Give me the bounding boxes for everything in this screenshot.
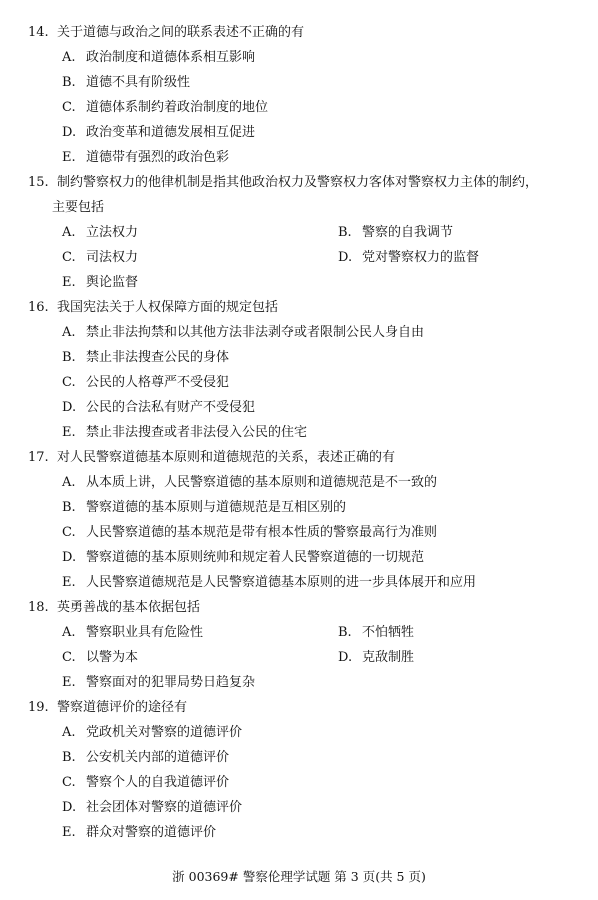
option-text: 公民的人格尊严不受侵犯 [86, 375, 230, 390]
option-letter: A. [62, 50, 76, 65]
option-text: 道德带有强烈的政治色彩 [86, 150, 230, 165]
option-text: 禁止非法拘禁和以其他方法非法剥夺或者限制公民人身自由 [86, 325, 425, 340]
option-15-d [338, 249, 479, 267]
option-text: 政治变革和道德发展相互促进 [86, 125, 256, 140]
question-text: 英勇善战的基本依据包括 [56, 600, 200, 615]
question-14-stem [28, 24, 304, 42]
option-letter: C. [62, 250, 76, 265]
option-text: 警察面对的犯罪局势日趋复杂 [86, 675, 256, 690]
option-18-a [62, 624, 203, 642]
option-14-e [62, 149, 229, 167]
option-letter: C. [62, 525, 76, 540]
option-letter: C. [62, 100, 76, 115]
question-15-stem-continued: 主要包括 [52, 200, 105, 215]
option-text: 党对警察权力的监督 [362, 250, 480, 265]
option-letter: B. [338, 625, 352, 640]
option-text: 群众对警察的道德评价 [86, 825, 217, 840]
option-text: 道德体系制约着政治制度的地位 [86, 100, 269, 115]
option-15-e [62, 274, 138, 292]
option-14-b [62, 74, 190, 92]
question-number: 14. [28, 25, 49, 40]
option-16-c [62, 374, 229, 392]
option-17-d [62, 549, 424, 567]
option-16-a [62, 324, 424, 342]
option-letter: D. [338, 250, 353, 265]
option-16-d [62, 399, 255, 417]
option-18-d [338, 649, 414, 667]
option-14-a [62, 49, 255, 67]
option-19-a [62, 724, 242, 742]
option-text: 不怕牺牲 [362, 625, 415, 640]
option-text: 党政机关对警察的道德评价 [86, 725, 243, 740]
option-letter: D. [62, 400, 77, 415]
option-text: 警察道德的基本原则统帅和规定着人民警察道德的一切规范 [86, 550, 425, 565]
option-17-b [62, 499, 346, 517]
option-letter: B. [62, 500, 76, 515]
question-number: 15. [28, 175, 49, 190]
option-letter: E. [62, 675, 76, 690]
question-18-stem [28, 599, 200, 617]
option-letter: A. [62, 325, 76, 340]
option-letter: D. [62, 550, 77, 565]
option-15-c [62, 249, 138, 267]
option-19-d [62, 799, 242, 817]
option-text: 警察的自我调节 [362, 225, 454, 240]
question-number: 19. [28, 700, 49, 715]
option-14-c [62, 99, 268, 117]
page-footer: 浙 00369# 警察伦理学试题 第 3 页(共 5 页) [172, 869, 426, 884]
option-letter: E. [62, 425, 76, 440]
question-19-stem [28, 699, 187, 717]
option-17-e [62, 574, 476, 592]
option-19-e [62, 824, 216, 842]
option-letter: E. [62, 150, 76, 165]
option-letter: E. [62, 275, 76, 290]
option-18-e [62, 674, 255, 692]
option-letter: C. [62, 650, 76, 665]
question-number: 16. [28, 300, 49, 315]
option-letter: A. [62, 475, 76, 490]
option-17-c [62, 524, 437, 542]
option-letter: C. [62, 775, 76, 790]
option-text: 从本质上讲，人民警察道德的基本原则和道德规范是不一致的 [86, 475, 438, 490]
option-text: 警察职业具有危险性 [86, 625, 204, 640]
option-letter: B. [62, 750, 76, 765]
option-letter: B. [62, 350, 76, 365]
option-text: 克敌制胜 [362, 650, 415, 665]
option-text: 禁止非法搜查公民的身体 [86, 350, 230, 365]
option-text: 人民警察道德的基本规范是带有根本性质的警察最高行为准则 [86, 525, 438, 540]
option-text: 立法权力 [86, 225, 139, 240]
option-text: 人民警察道德规范是人民警察道德基本原则的进一步具体展开和应用 [86, 575, 477, 590]
option-letter: D. [62, 800, 77, 815]
option-17-a [62, 474, 437, 492]
option-text: 舆论监督 [86, 275, 139, 290]
question-16-stem [28, 299, 278, 317]
question-text: 制约警察权力的他律机制是指其他政治权力及警察权力客体对警察权力主体的制约， [56, 175, 538, 190]
option-text: 以警为本 [86, 650, 139, 665]
option-text: 政治制度和道德体系相互影响 [86, 50, 256, 65]
question-text: 警察道德评价的途径有 [56, 700, 187, 715]
question-17-stem [28, 449, 395, 467]
option-16-e [62, 424, 307, 442]
option-18-b [338, 624, 414, 642]
option-text: 警察道德的基本原则与道德规范是互相区别的 [86, 500, 347, 515]
option-text: 禁止非法搜查或者非法侵入公民的住宅 [86, 425, 308, 440]
option-letter: E. [62, 825, 76, 840]
option-19-c [62, 774, 229, 792]
question-text: 关于道德与政治之间的联系表述不正确的有 [56, 25, 304, 40]
option-text: 社会团体对警察的道德评价 [86, 800, 243, 815]
option-text: 司法权力 [86, 250, 139, 265]
question-number: 18. [28, 600, 49, 615]
option-letter: D. [62, 125, 77, 140]
option-18-c [62, 649, 138, 667]
question-text: 对人民警察道德基本原则和道德规范的关系，表述正确的有 [56, 450, 395, 465]
option-letter: E. [62, 575, 76, 590]
option-letter: A. [62, 625, 76, 640]
option-14-d [62, 124, 255, 142]
option-letter: B. [338, 225, 352, 240]
question-15-stem [28, 174, 538, 192]
option-letter: C. [62, 375, 76, 390]
option-text: 警察个人的自我道德评价 [86, 775, 230, 790]
option-15-b [338, 224, 453, 242]
option-16-b [62, 349, 229, 367]
option-letter: A. [62, 225, 76, 240]
option-text: 公民的合法私有财产不受侵犯 [86, 400, 256, 415]
option-19-b [62, 749, 229, 767]
question-text: 我国宪法关于人权保障方面的规定包括 [56, 300, 278, 315]
question-number: 17. [28, 450, 49, 465]
option-letter: B. [62, 75, 76, 90]
option-15-a [62, 224, 138, 242]
option-text: 公安机关内部的道德评价 [86, 750, 230, 765]
option-letter: A. [62, 725, 76, 740]
option-letter: D. [338, 650, 353, 665]
option-text: 道德不具有阶级性 [86, 75, 191, 90]
